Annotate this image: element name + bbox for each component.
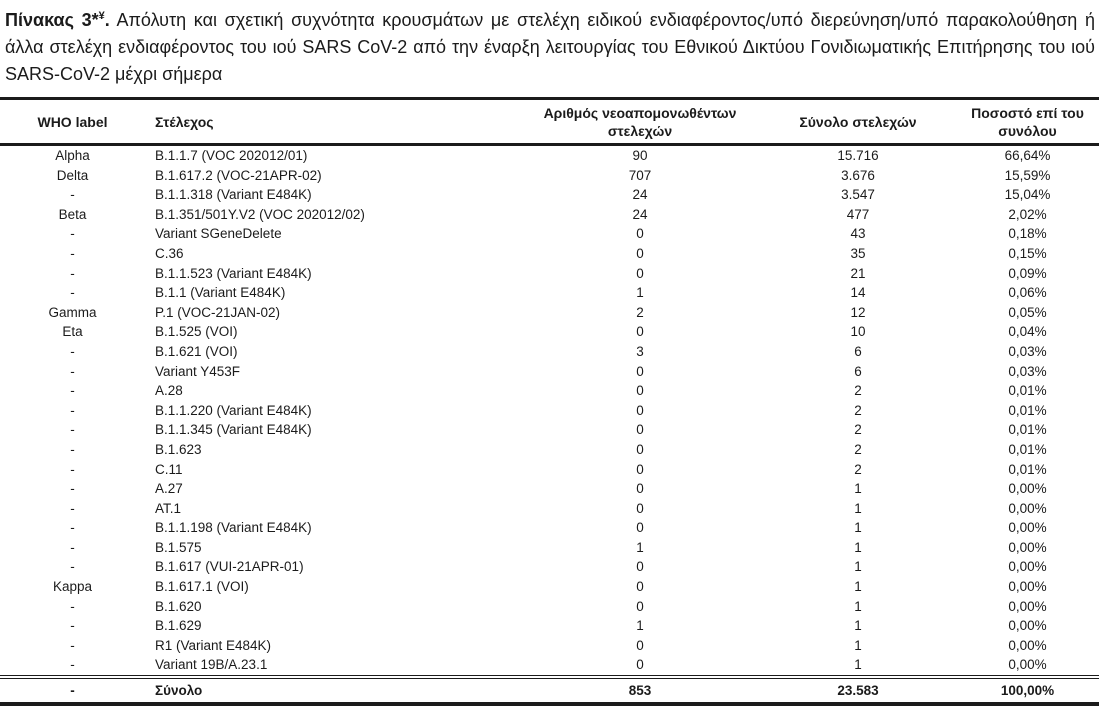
percent-cell: 0,00% [1008, 481, 1047, 497]
strain-cell: B.1.617.2 (VOC-21APR-02) [155, 167, 322, 183]
who-label-cell: Delta [56, 167, 89, 183]
who-label-cell: - [70, 402, 75, 418]
who-label-cell: - [70, 520, 75, 536]
strain-cell: P.1 (VOC-21JAN-02) [155, 304, 281, 320]
new-isolates-cell: 0 [636, 265, 644, 281]
table-row [0, 499, 1099, 519]
percent-cell: 0,01% [1008, 461, 1047, 477]
table-body [0, 145, 1099, 678]
strain-cell: B.1.620 [155, 598, 202, 614]
total-strains-cell: 43 [850, 226, 866, 242]
total-strains-cell: 3.547 [841, 187, 875, 203]
strain-cell: C.36 [155, 245, 184, 261]
variants-table [0, 97, 1099, 706]
caption-label-text: Πίνακας 3* [5, 10, 99, 30]
total-strains-cell: 2 [854, 441, 862, 457]
strain-cell: AT.1 [155, 500, 182, 516]
new-isolates-cell: 0 [636, 500, 644, 516]
total-strains-cell: 2 [854, 461, 862, 477]
total-strains-cell: 2 [854, 422, 862, 438]
col-header-total: Σύνολο στελεχών [760, 99, 956, 145]
total-strains-cell: 1 [854, 520, 862, 536]
total-strains-cell: 6 [854, 343, 862, 359]
strain-cell: B.1.621 (VOI) [155, 343, 238, 359]
table-row [0, 342, 1099, 362]
total-strains-cell: 1 [854, 500, 862, 516]
new-isolates-cell: 0 [636, 481, 644, 497]
who-label-cell: - [70, 500, 75, 516]
table-row [0, 440, 1099, 460]
new-isolates-cell: 0 [636, 383, 644, 399]
caption-label [5, 10, 110, 30]
new-isolates-cell: 0 [636, 402, 644, 418]
new-isolates-cell: 24 [632, 206, 648, 222]
caption-body-text: Απόλυτη και σχετική συχνότητα κρουσμάτων με στελέχη ειδικού ενδιαφέροντος/υπό διερεύνηση/υπό παρακολούθηση ή άλλα στελέχη ενδιαφέροντος του ιού SARS CoV-2 από την έναρξη λειτουργίας του Εθνικού Δικτύου Γονιδιωματικής Επιτήρησης του ιού SARS-CoV-2 μέχρι σήμερα [5, 10, 1095, 84]
percent-cell: 0,01% [1008, 383, 1047, 399]
percent-cell: 0,00% [1008, 618, 1047, 634]
new-isolates-cell: 1 [636, 618, 644, 634]
table-row [0, 460, 1099, 480]
percent-cell: 0,05% [1008, 304, 1047, 320]
strain-cell: B.1.623 [155, 441, 202, 457]
strain-cell: B.1.617 (VUI-21APR-01) [155, 559, 304, 575]
percent-cell: 0,09% [1008, 265, 1047, 281]
table-row [0, 538, 1099, 558]
strain-cell: B.1.351/501Y.V2 (VOC 202012/02) [155, 206, 365, 222]
new-isolates-cell: 0 [636, 363, 644, 379]
percent-cell: 0,03% [1008, 343, 1047, 359]
strain-cell: B.1.1.198 (Variant E484K) [155, 520, 312, 536]
percent-cell: 15,59% [1004, 167, 1051, 183]
total-strains-cell: 1 [854, 637, 862, 653]
new-isolates-cell: 2 [636, 304, 644, 320]
new-isolates-cell: 0 [636, 598, 644, 614]
percent-cell: 0,00% [1008, 637, 1047, 653]
new-isolates-cell: 0 [636, 441, 644, 457]
percent-cell: 0,18% [1008, 226, 1047, 242]
table-row [0, 224, 1099, 244]
percent-cell: 15,04% [1004, 187, 1051, 203]
new-isolates-cell: 0 [636, 520, 644, 536]
table-row [0, 145, 1099, 166]
caption-label-period: . [104, 10, 110, 30]
table-row [0, 362, 1099, 382]
new-isolates-cell: 1 [636, 539, 644, 555]
table-row [0, 244, 1099, 264]
total-strains-cell: 1 [854, 657, 862, 673]
who-label-cell: Kappa [52, 579, 93, 595]
table-row [0, 303, 1099, 323]
table-row [0, 264, 1099, 284]
new-isolates-cell: 0 [636, 422, 644, 438]
table-row [0, 381, 1099, 401]
table-row [0, 597, 1099, 617]
table-row [0, 401, 1099, 421]
new-isolates-cell: 0 [636, 461, 644, 477]
new-isolates-cell: 0 [636, 637, 644, 653]
new-isolates-cell: 0 [636, 324, 644, 340]
total-strains-cell: 12 [850, 304, 866, 320]
table-row [0, 322, 1099, 342]
strain-cell: A.27 [155, 481, 183, 497]
who-label-cell: - [70, 598, 75, 614]
percent-cell: 0,00% [1008, 598, 1047, 614]
table-row [0, 283, 1099, 303]
percent-cell: 0,00% [1008, 520, 1047, 536]
who-label-cell: - [70, 657, 75, 673]
new-isolates-cell: 707 [628, 167, 652, 183]
strain-cell: B.1.575 [155, 539, 202, 555]
strain-cell: B.1.525 (VOI) [155, 324, 238, 340]
percent-cell: 0,03% [1008, 363, 1047, 379]
table-row [0, 518, 1099, 538]
strain-cell: C.11 [155, 461, 183, 477]
total-strains-cell: 6 [854, 363, 862, 379]
total-row [0, 677, 1099, 704]
strain-cell: B.1.1 (Variant E484K) [155, 285, 286, 301]
strain-cell: B.1.1.523 (Variant E484K) [155, 265, 312, 281]
who-label-cell: - [70, 481, 75, 497]
who-label-cell: - [70, 226, 75, 242]
who-label-cell: - [70, 285, 75, 301]
who-label-cell: - [70, 343, 75, 359]
who-label-cell: Gamma [48, 304, 97, 320]
col-header-who-label: WHO label [0, 99, 145, 145]
col-header-strain: Στέλεχος [145, 99, 520, 145]
who-label-cell: - [70, 187, 75, 203]
table-row [0, 166, 1099, 186]
strain-cell: Variant 19B/A.23.1 [155, 657, 268, 673]
who-label-cell: - [70, 461, 75, 477]
strain-cell: B.1.617.1 (VOI) [155, 579, 249, 595]
total-strains-cell: 1 [854, 539, 862, 555]
total-strains-cell: 1 [854, 481, 862, 497]
table-row [0, 420, 1099, 440]
total-strains-cell: 2 [854, 383, 862, 399]
new-isolates-cell: 0 [636, 559, 644, 575]
total-strains-cell: 1 [854, 618, 862, 634]
total-strains-cell: 10 [850, 324, 866, 340]
total-new-isolates-cell: 853 [520, 677, 760, 704]
table-row [0, 616, 1099, 636]
who-label-cell: - [70, 422, 75, 438]
table-row [0, 655, 1099, 677]
new-isolates-cell: 0 [636, 245, 644, 261]
percent-cell: 0,06% [1008, 285, 1047, 301]
percent-cell: 0,00% [1008, 579, 1047, 595]
percent-cell: 0,00% [1008, 500, 1047, 516]
total-strains-cell: 477 [846, 206, 870, 222]
table-row [0, 557, 1099, 577]
strain-cell: R1 (Variant E484K) [155, 637, 272, 653]
total-strains-cell: 1 [854, 579, 862, 595]
strain-cell: B.1.1.318 (Variant E484K) [155, 187, 312, 203]
strain-cell: A.28 [155, 383, 183, 399]
who-label-cell: - [70, 363, 75, 379]
percent-cell: 0,00% [1008, 559, 1047, 575]
percent-cell: 66,64% [1004, 148, 1051, 163]
percent-cell: 0,00% [1008, 539, 1047, 555]
who-label-cell: - [70, 265, 75, 281]
new-isolates-cell: 1 [636, 285, 644, 301]
table-row [0, 636, 1099, 656]
total-who-cell: - [0, 677, 145, 704]
who-label-cell: - [70, 618, 75, 634]
total-strains-cell: 14 [850, 285, 866, 301]
strain-cell: B.1.629 [155, 618, 202, 634]
who-label-cell: - [70, 383, 75, 399]
percent-cell: 0,01% [1008, 441, 1047, 457]
total-strains-cell: 1 [854, 598, 862, 614]
total-strains-cell: 35 [850, 245, 866, 261]
percent-cell: 0,01% [1008, 422, 1047, 438]
total-strains-cell: 3.676 [841, 167, 875, 183]
total-strains-cell: 23.583 [760, 677, 956, 704]
total-percent-cell: 100,00% [956, 677, 1099, 704]
percent-cell: 0,04% [1008, 324, 1047, 340]
who-label-cell: - [70, 539, 75, 555]
percent-cell: 2,02% [1008, 206, 1047, 222]
strain-cell: B.1.1.345 (Variant E484K) [155, 422, 312, 438]
new-isolates-cell: 0 [636, 579, 644, 595]
table-caption [0, 0, 1099, 88]
who-label-cell: Eta [62, 324, 83, 340]
strain-cell: Variant Y453F [155, 363, 241, 379]
strain-cell: Variant SGeneDelete [155, 226, 282, 242]
total-strains-cell: 1 [854, 559, 862, 575]
who-label-cell: - [70, 637, 75, 653]
table-row [0, 479, 1099, 499]
total-strains-cell: 21 [850, 265, 866, 281]
who-label-cell: Alpha [55, 148, 90, 163]
new-isolates-cell: 3 [636, 343, 644, 359]
percent-cell: 0,00% [1008, 657, 1047, 673]
new-isolates-cell: 0 [636, 657, 644, 673]
new-isolates-cell: 90 [632, 148, 648, 163]
new-isolates-cell: 0 [636, 226, 644, 242]
total-label-cell: Σύνολο [145, 677, 520, 704]
col-header-new-isolates: Αριθμός νεοαπομονωθέντων στελεχών [520, 99, 760, 145]
header-row [0, 99, 1099, 145]
table-row [0, 205, 1099, 225]
who-label-cell: Beta [58, 206, 87, 222]
percent-cell: 0,15% [1008, 245, 1047, 261]
strain-cell: B.1.1.7 (VOC 202012/01) [155, 148, 308, 163]
who-label-cell: - [70, 559, 75, 575]
new-isolates-cell: 24 [632, 187, 648, 203]
caption-footnote-mark: ¥ [98, 10, 105, 22]
strain-cell: B.1.1.220 (Variant E484K) [155, 402, 312, 418]
col-header-percent: Ποσοστό επί του συνόλου [956, 99, 1099, 145]
percent-cell: 0,01% [1008, 402, 1047, 418]
table-row [0, 185, 1099, 205]
who-label-cell: - [70, 441, 75, 457]
table-row [0, 577, 1099, 597]
total-strains-cell: 2 [854, 402, 862, 418]
total-strains-cell: 15.716 [837, 148, 879, 163]
who-label-cell: - [70, 245, 75, 261]
